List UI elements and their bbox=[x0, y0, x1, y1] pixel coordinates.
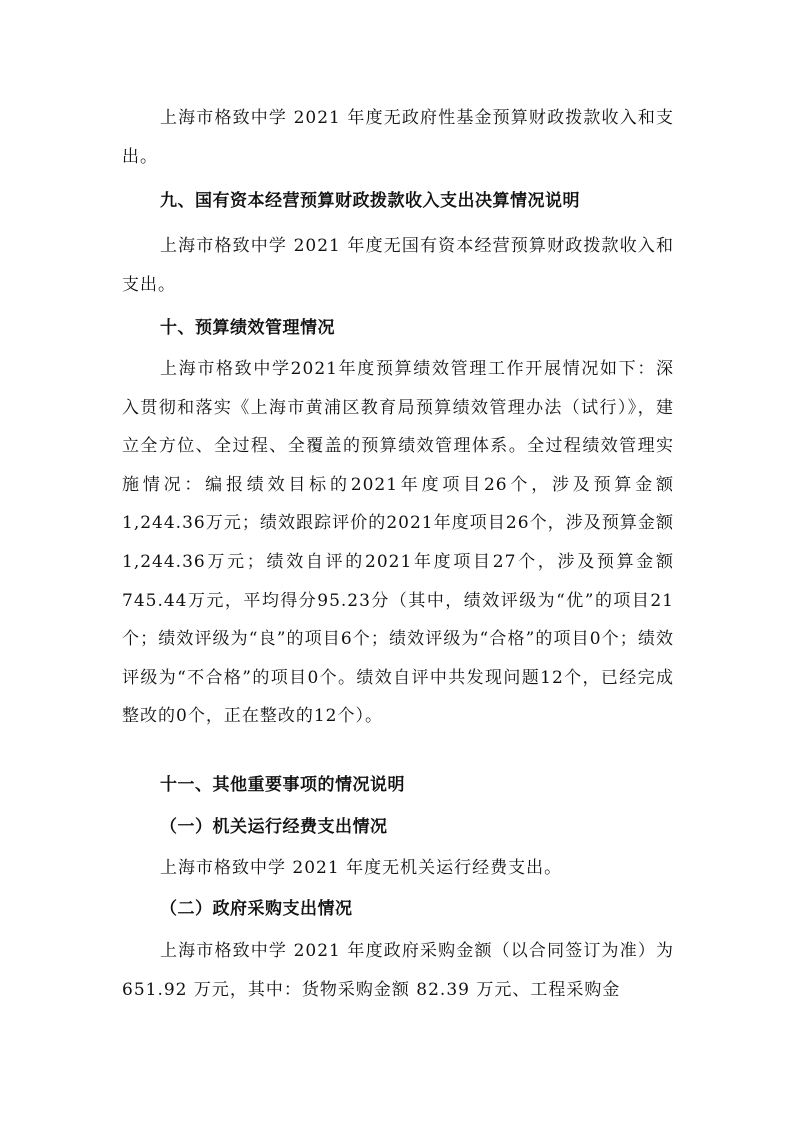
paragraph-government-fund: 上海市格致中学 2021 年度无政府性基金预算财政拨款收入和支出。 bbox=[122, 108, 674, 167]
section-heading-11: 十一、其他重要事项的情况说明 bbox=[160, 775, 405, 795]
section-heading-10: 十、预算绩效管理情况 bbox=[160, 318, 335, 338]
paragraph-performance-management: 上海市格致中学2021年度预算绩效管理工作开展情况如下：深入贯彻和落实《上海市黄浦区教育局预算绩效管理办法（试行）》，建立全方位、全过程、全覆盖的预算绩效管理体系。全过程绩效管理实施情况：编报绩效目标的2021年度项目26个，涉及预算金额1,244.36万元；绩效跟踪评价的2021年度项目26个，涉及预算金额1,244.36万元；绩效自评的2021年度项目27个，涉及预算金额745.44万元，平均得分95.23分（其中，绩效评级为“优”的项目21个；绩效评级为“良”的项目6个；绩效评级为“合格”的项目0个；绩效评级为“不合格”的项目0个。绩效自评中共发现问题12个，已经完成整改的0个，正在整改的12个）。 bbox=[122, 359, 674, 727]
section-heading-9: 九、国有资本经营预算财政拨款收入支出决算情况说明 bbox=[160, 191, 580, 211]
subsection-heading-1: （一）机关运行经费支出情况 bbox=[160, 817, 388, 837]
paragraph-state-capital: 上海市格致中学 2021 年度无国有资本经营预算财政拨款收入和支出。 bbox=[122, 236, 674, 295]
paragraph-operating-expenses: 上海市格致中学 2021 年度无机关运行经费支出。 bbox=[160, 858, 563, 878]
subsection-heading-2: （二）政府采购支出情况 bbox=[160, 899, 353, 919]
paragraph-procurement: 上海市格致中学 2021 年度政府采购金额（以合同签订为准）为 651.92 万元，其中：货物采购金额 82.39 万元、工程采购金 bbox=[122, 941, 674, 1000]
